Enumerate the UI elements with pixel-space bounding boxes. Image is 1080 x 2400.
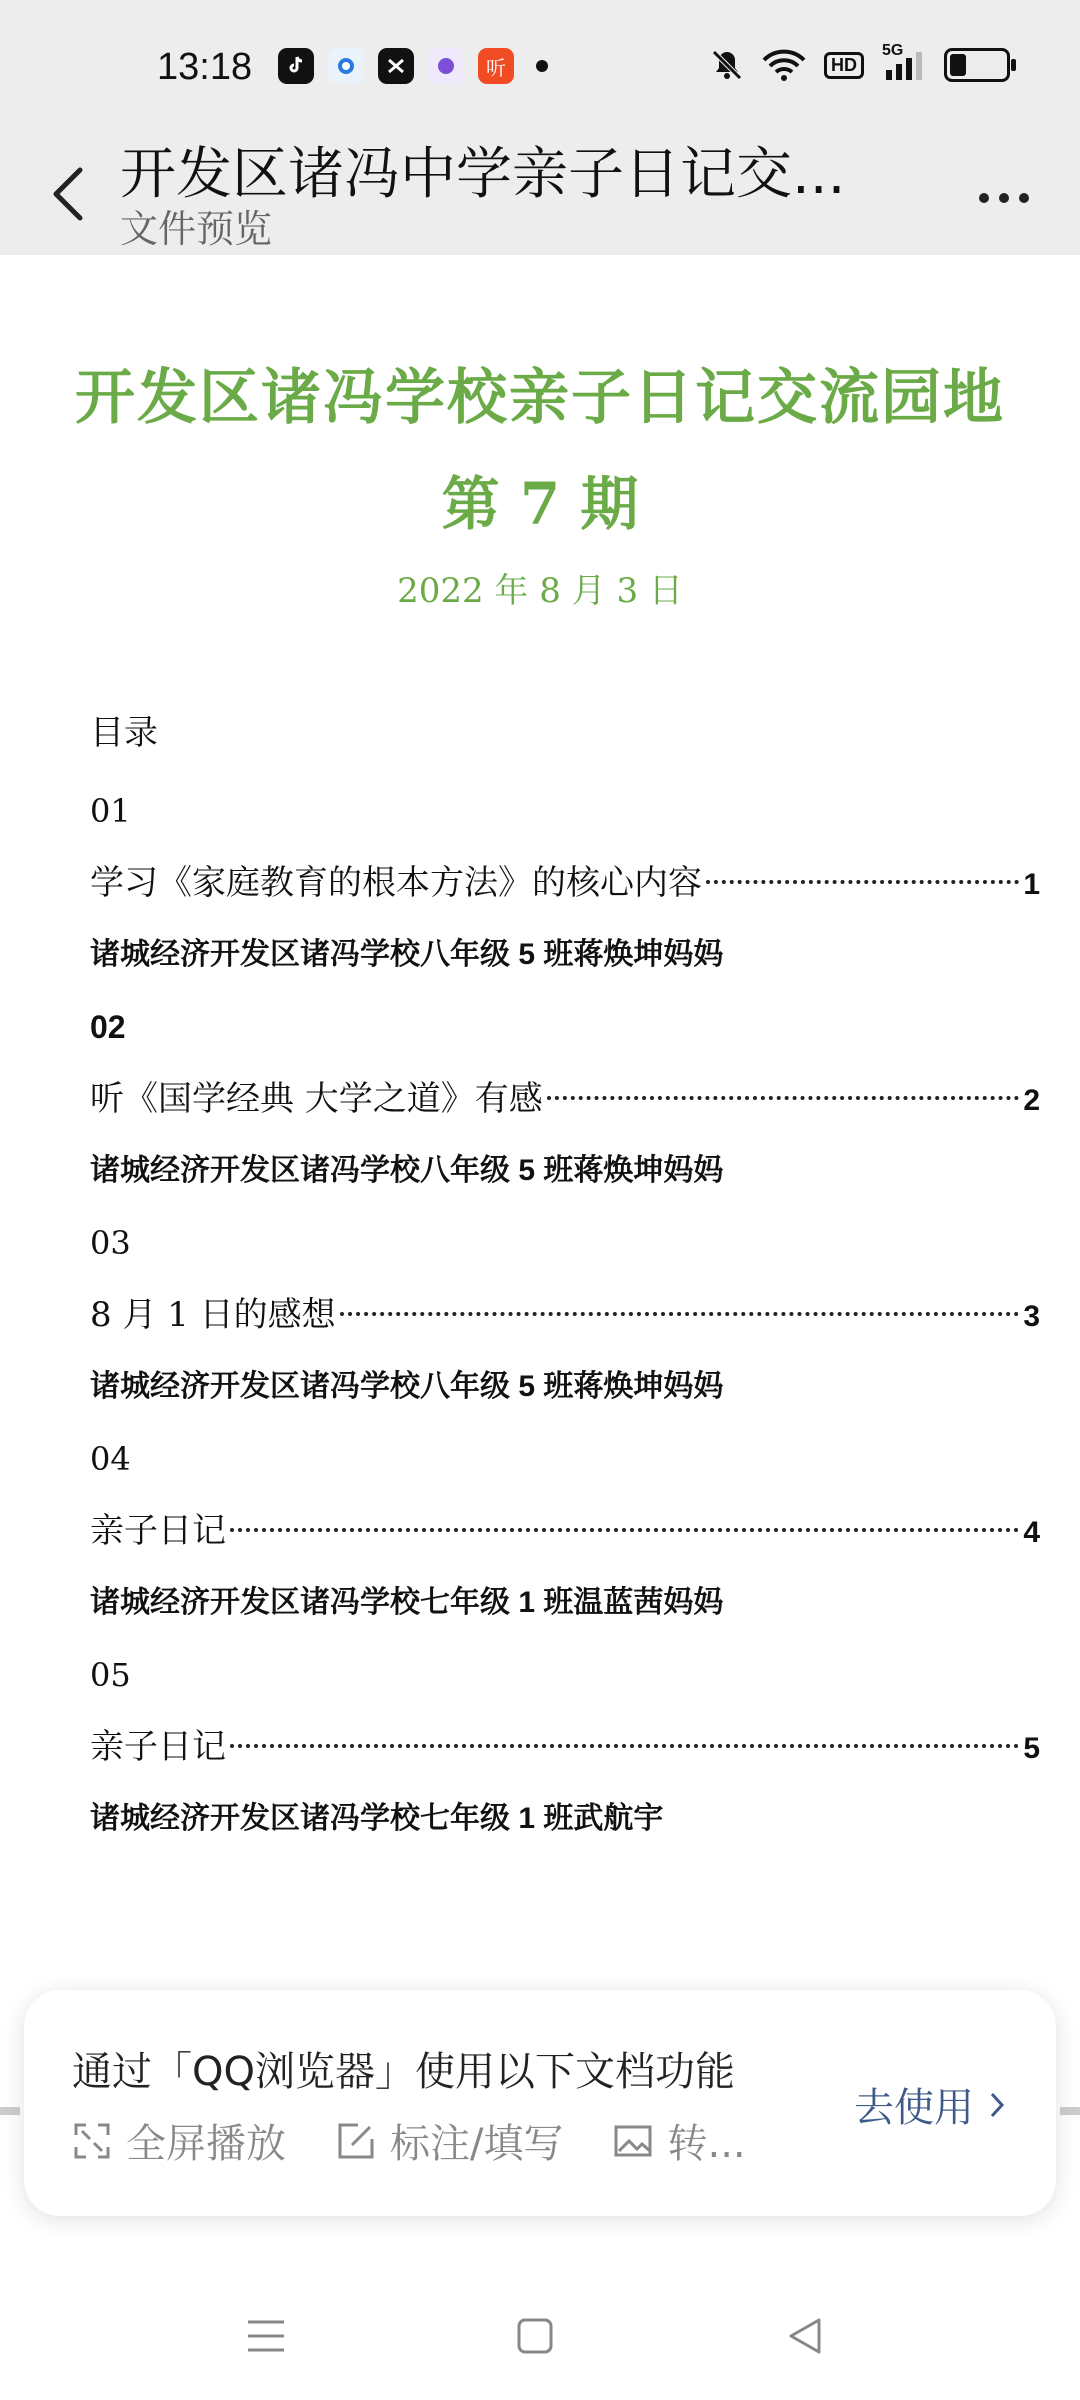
toc-entry-number: 03 — [90, 1224, 131, 1262]
toc-entry-page: 1 — [1023, 868, 1040, 901]
feature-fullscreen[interactable] — [72, 2112, 286, 2169]
toc-entry-title: 8 月 1 日的感想 — [90, 1295, 336, 1335]
promo-features — [72, 2112, 746, 2169]
more-dot-icon — [1019, 193, 1029, 203]
home-square-icon — [515, 2316, 555, 2356]
battery-level — [950, 54, 966, 76]
system-nav-bar — [0, 2266, 1080, 2400]
toc-entry[interactable] — [90, 1063, 1040, 1135]
ting-app-icon — [478, 48, 514, 84]
more-dot-icon — [979, 193, 989, 203]
hd-badge: HD — [824, 52, 864, 79]
feature-label: 全屏播放 — [126, 2121, 286, 2167]
app-header — [0, 130, 1080, 255]
go-use-button[interactable] — [854, 2076, 1006, 2133]
qq-browser-icon — [328, 48, 364, 84]
toc-entry-number: 02 — [90, 1009, 126, 1045]
network-type: 5G — [882, 42, 904, 59]
toc-entry-title: 学习《家庭教育的根本方法》的核心内容 — [90, 863, 702, 903]
chevron-right-icon — [988, 2090, 1006, 2120]
purple-app-icon — [428, 48, 464, 84]
toc-entry-page: 3 — [1023, 1300, 1040, 1333]
image-icon — [613, 2121, 653, 2161]
page-separator — [1060, 2107, 1080, 2115]
douyin-icon — [278, 48, 314, 84]
toc-entry-page: 2 — [1023, 1084, 1040, 1117]
back-triangle-icon — [785, 2316, 825, 2356]
status-time: 13:18 — [157, 46, 253, 88]
toc-entry-author: 诸城经济开发区诸冯学校七年级 1 班武航宇 — [90, 1802, 664, 1835]
toc-entry-author: 诸城经济开发区诸冯学校八年级 5 班蒋焕坤妈妈 — [90, 1154, 724, 1187]
back-button[interactable] — [38, 154, 98, 234]
toc-leader-dots — [547, 1096, 1020, 1100]
toc-entry-number: 04 — [90, 1440, 131, 1478]
toc-entry[interactable] — [90, 1495, 1040, 1567]
back-arrow-icon — [50, 166, 86, 222]
toc-entry-author: 诸城经济开发区诸冯学校八年级 5 班蒋焕坤妈妈 — [90, 938, 724, 971]
feature-convert[interactable] — [613, 2112, 745, 2169]
toc-entry-author: 诸城经济开发区诸冯学校七年级 1 班温蓝茜妈妈 — [90, 1586, 724, 1619]
toc-entry-title: 听《国学经典 大学之道》有感 — [90, 1079, 543, 1119]
status-bar — [0, 0, 1080, 130]
toc-entry-page: 4 — [1023, 1516, 1040, 1549]
toc-entry[interactable] — [90, 1711, 1040, 1783]
more-dot-icon — [999, 193, 1009, 203]
document-preview[interactable] — [0, 255, 1080, 1985]
toc-entry-title: 亲子日记 — [90, 1511, 226, 1551]
nav-menu-button[interactable] — [236, 2306, 296, 2366]
toc-entry-number: 01 — [90, 792, 131, 830]
toc-entry-number: 05 — [90, 1656, 131, 1694]
edit-icon — [336, 2121, 376, 2161]
dot-icon — [536, 60, 548, 72]
ting-app-label: 听 — [486, 55, 506, 80]
fullscreen-icon — [72, 2121, 112, 2161]
toc-entry-page: 5 — [1023, 1732, 1040, 1765]
nav-home-button[interactable] — [505, 2306, 565, 2366]
page-separator — [0, 2107, 20, 2115]
feature-annotate[interactable] — [336, 2112, 563, 2169]
toc-leader-dots — [230, 1744, 1019, 1748]
notification-icons — [278, 48, 548, 84]
wifi-icon — [762, 48, 806, 82]
signal-icon — [882, 42, 926, 82]
document-issue: 第 7 期 — [441, 470, 639, 538]
toc-heading: 目录 — [90, 713, 158, 753]
toc-entry-author: 诸城经济开发区诸冯学校八年级 5 班蒋焕坤妈妈 — [90, 1370, 724, 1403]
system-status-icons — [710, 42, 1010, 82]
document-title: 开发区诸冯学校亲子日记交流园地 — [75, 363, 1005, 433]
toc-leader-dots — [230, 1528, 1019, 1532]
page-title: 开发区诸冯中学亲子日记交... — [120, 142, 846, 207]
nav-back-button[interactable] — [775, 2306, 835, 2366]
toc-entry[interactable] — [90, 1279, 1040, 1351]
qq-browser-promo-card[interactable] — [24, 1990, 1056, 2216]
feature-label: 转... — [667, 2121, 746, 2167]
menu-icon — [244, 2316, 288, 2356]
battery-icon — [944, 48, 1010, 82]
page-subtitle: 文件预览 — [120, 207, 273, 251]
feature-label: 标注/填写 — [390, 2121, 564, 2167]
toc-leader-dots — [340, 1312, 1020, 1316]
capcut-icon — [378, 48, 414, 84]
promo-text: 通过「QQ浏览器」使用以下文档功能 — [72, 2049, 735, 2095]
mute-icon — [710, 48, 744, 82]
go-use-label: 去使用 — [854, 2085, 974, 2131]
more-options-button[interactable] — [964, 168, 1044, 228]
table-of-contents — [90, 775, 1040, 1855]
toc-entry[interactable] — [90, 847, 1040, 919]
document-date: 2022 年 8 月 3 日 — [397, 571, 683, 611]
toc-entry-title: 亲子日记 — [90, 1727, 226, 1767]
toc-leader-dots — [706, 880, 1019, 884]
